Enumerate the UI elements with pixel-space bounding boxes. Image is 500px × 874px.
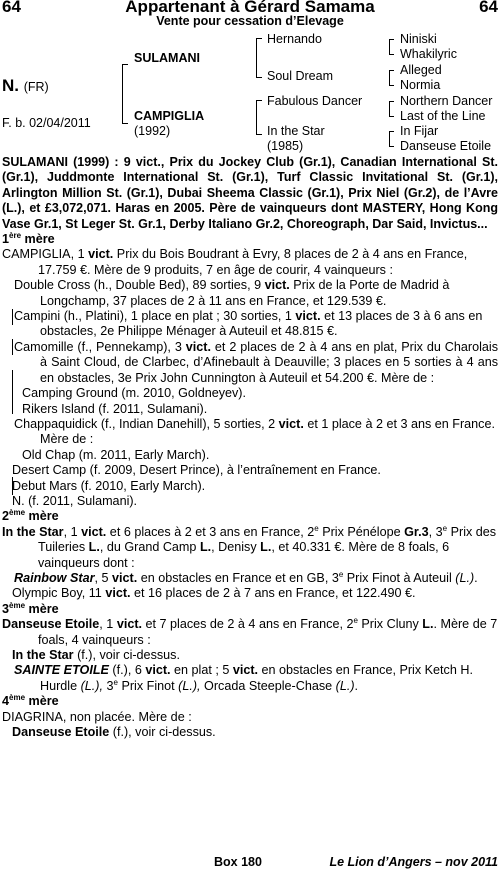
granddam-2: In the Star — [267, 124, 325, 138]
diagrina-entry: DIAGRINA, non placée. Mère de : — [2, 709, 192, 724]
pedigree-bracket-1 — [122, 64, 128, 124]
sale-info: Le Lion d’Angers – nov 2011 — [329, 855, 498, 869]
dam-year: (1992) — [134, 124, 171, 138]
camomille-entry: Camomille (f., Pennekamp), 3 vict. et 2 places de 2 à 4 ans en plat, Prix du Charolais à Saint Cloud, de Clarbec, d’Afinebault à Deauville; 3 places en 5 sorties à 4 ans en obstacles, 3e Prix John Cunnington à Auteuil et 54.200 €. Mère de : — [14, 339, 498, 385]
grandsire-1: Hernando — [267, 32, 322, 46]
great-grandparent-3: Alleged — [400, 63, 442, 77]
horse-info: F. b. 02/04/2011 — [2, 116, 91, 130]
grandsire-2: Fabulous Dancer — [267, 94, 363, 108]
sainte-etoile-entry: SAINTE ETOILE (f.), 6 vict. en plat ; 5 vict. en obstacles en France, Prix Ketch H. Hurdle (L.), 3e Prix Finot (L.), Orcada Steeple-Chase (L.). — [14, 663, 473, 693]
pedigree-bracket-6 — [389, 101, 394, 117]
in-the-star-entry: In the Star, 1 vict. et 6 places à 2 et 3 ans en France, 2e Prix Pénélope Gr.3, 3e Prix des Tuileries L., du Grand Camp L., Denisy L., et 40.331 €. Mère de 8 foals, 6 vainqueurs dont : — [2, 523, 497, 570]
produce-bar-4 — [12, 477, 13, 495]
first-dam-heading: 1ère mère — [2, 230, 55, 247]
page-title: Appartenant à Gérard Samama — [125, 0, 375, 16]
campini-entry: Campini (h., Platini), 1 place en plat ; 30 sorties, 1 vict. et 13 places de 3 à 6 ans en obstacles, 2e Philippe Ménager à Auteuil et 48.815 €. — [14, 309, 483, 339]
old-chap-entry: Old Chap (m. 2011, Early March). — [22, 447, 210, 462]
great-grandparent-8: Danseuse Etoile — [400, 139, 492, 153]
pedigree-bracket-7 — [389, 131, 394, 147]
great-grandparent-4: Normia — [400, 78, 441, 92]
pedigree-bracket-2 — [256, 38, 262, 78]
debut-mars-entry: Debut Mars (f. 2010, Early March). — [12, 478, 206, 493]
great-grandparent-1: Niniski — [400, 32, 437, 46]
page-subtitle: Vente pour cessation d’Elevage — [156, 14, 344, 28]
danseuse-etoile-entry: Danseuse Etoile, 1 vict. et 7 places de 2 à 4 ans en France, 2e Prix Cluny L.. Mère de 7 foals, 4 vainqueurs : — [2, 616, 498, 647]
third-dam-heading: 3ème mère — [2, 600, 59, 616]
produce-bar-2 — [12, 339, 13, 355]
great-grandparent-5: Northern Dancer — [400, 94, 493, 108]
produce-bar-3 — [12, 370, 13, 414]
chappaquidick-entry: Chappaquidick (f., Indian Danehill), 5 sorties, 2 vict. et 1 place à 2 et 3 ans en France. Mère de : — [14, 416, 495, 447]
box-number: Box 180 — [214, 855, 262, 869]
horse-name-line — [2, 76, 49, 96]
campiglia-entry: CAMPIGLIA, 1 vict. Prix du Bois Boudrant à Evry, 8 places de 2 à 4 ans en France, 17.759 €. Mère de 9 produits, 7 en âge de courir, 4 vainqueurs : — [2, 247, 468, 277]
great-grandparent-2: Whakilyric — [400, 47, 457, 61]
great-grandparent-7: In Fijar — [400, 124, 439, 138]
olympic-boy-entry: Olympic Boy, 11 vict. et 16 places de 2 à 7 ans en France, et 122.490 €. — [12, 586, 416, 601]
horse-country: (FR) — [23, 80, 49, 94]
granddam-1: Soul Dream — [267, 69, 333, 83]
lot-number-right: 64 — [479, 0, 498, 16]
lot-number-left: 64 — [2, 0, 21, 16]
rikers-island-entry: Rikers Island (f. 2011, Sulamani). — [22, 401, 208, 416]
double-cross-entry: Double Cross (h., Double Bed), 89 sorties, 9 vict. Prix de la Porte de Madrid à Longchamp, 37 places de 2 à 11 ans en France, et 129.539 €. — [14, 278, 450, 308]
horse-name: N. — [2, 76, 19, 95]
pedigree-bracket-3 — [256, 100, 262, 135]
sire-paragraph: SULAMANI (1999) : 9 vict., Prix du Jockey Club (Gr.1), Canadian International St. (Gr.1), Juddmonte International St. (Gr.1), Turf Classic Invitational St. (Gr.1), Arlington Million St. (Gr.1), Dubai Sheema Classic (Gr.1), Prix Niel (Gr.2), de l’Avre (L.), et £3,072,071. Haras en 2005. Père de vainqueurs dont MASTERY, Hong Kong Vase Gr.1, St Leger St. Gr.1, Derby Italiano Gr.2, Choreograph, Dar Said, Invictus... — [2, 155, 498, 231]
pedigree-bracket-4 — [389, 39, 394, 55]
camping-ground-entry: Camping Ground (m. 2010, Goldneyev). — [22, 386, 247, 401]
fourth-dam-heading: 4ème mère — [2, 693, 59, 709]
rainbow-star-entry: Rainbow Star, 5 vict. en obstacles en France et en GB, 3e Prix Finot à Auteuil (L.). — [14, 569, 478, 585]
desert-camp-entry: Desert Camp (f. 2009, Desert Prince), à l’entraînement en France. — [12, 463, 381, 478]
pedigree-bracket-5 — [389, 70, 394, 86]
n-entry: N. (f. 2011, Sulamani). — [12, 493, 138, 508]
sire-name: SULAMANI — [134, 51, 200, 65]
danseuse-etoile-ref-entry: Danseuse Etoile (f.), voir ci-dessus. — [12, 725, 216, 740]
great-grandparent-6: Last of the Line — [400, 109, 486, 123]
second-dam-heading: 2ème mère — [2, 508, 59, 524]
in-the-star-ref-entry: In the Star (f.), voir ci-dessus. — [12, 648, 180, 662]
granddam-2-year: (1985) — [267, 139, 304, 153]
catalogue-body — [2, 155, 498, 740]
dam-name: CAMPIGLIA — [134, 109, 205, 123]
produce-bar-1 — [12, 309, 13, 325]
